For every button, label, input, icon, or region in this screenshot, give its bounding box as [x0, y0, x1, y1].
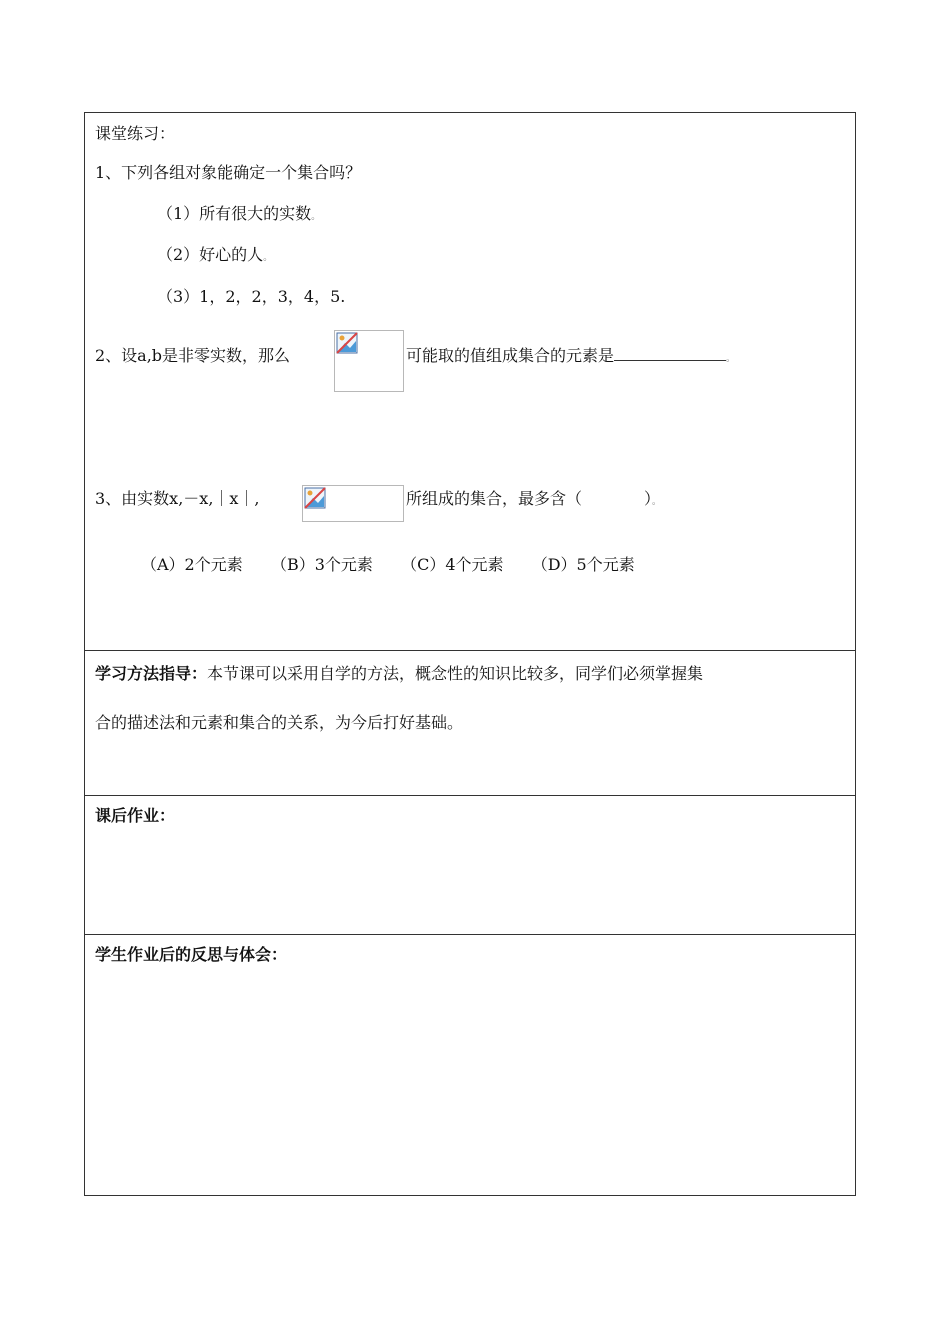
reflection-label: 学生作业后的反思与体会：: [95, 945, 288, 964]
q3-prefix: 3、由实数x,－x,｜x｜,: [95, 489, 260, 508]
q3-suffix: 所组成的集合，最多含（ ）。: [406, 489, 662, 508]
homework-section: [85, 796, 855, 935]
worksheet-table: [84, 112, 856, 1196]
method-label: 学习方法指导：: [95, 664, 208, 683]
method-line1: 学习方法指导：本节课可以采用自学的方法，概念性的知识比较多，同学们必须掌握集: [95, 664, 704, 683]
exercise-section: [85, 113, 855, 651]
q3-option-c[interactable]: （C）4个元素: [401, 555, 504, 574]
reflection-section: [85, 935, 855, 1197]
exercise-heading: 课堂练习：: [95, 124, 176, 143]
q3-options: [141, 552, 635, 575]
homework-label: 课后作业：: [95, 806, 176, 825]
q3-option-a[interactable]: （A）2个元素: [141, 555, 243, 574]
q2-answer-blank[interactable]: [614, 346, 726, 361]
q1-stem: 1、下列各组对象能确定一个集合吗？: [95, 163, 362, 182]
q2-suffix: 可能取的值组成集合的元素是 。: [406, 346, 736, 365]
q1-item2: （2）好心的人。: [157, 245, 273, 264]
q2-formula-image: [334, 330, 404, 392]
q3-option-b[interactable]: （B）3个元素: [270, 555, 373, 574]
q3-formula-image: [302, 485, 404, 522]
q1-item3: （3）1，2，2，3，4，5.: [157, 287, 346, 306]
q1-item1: （1）所有很大的实数。: [157, 204, 321, 223]
q3-option-d[interactable]: （D）5个元素: [531, 555, 635, 574]
broken-image-icon: [304, 487, 326, 509]
broken-image-icon: [336, 332, 358, 354]
method-section: [85, 651, 855, 796]
q2-prefix: 2、设a,b是非零实数，那么: [95, 346, 291, 365]
method-line2: 合的描述法和元素和集合的关系，为今后打好基础。: [95, 713, 464, 732]
